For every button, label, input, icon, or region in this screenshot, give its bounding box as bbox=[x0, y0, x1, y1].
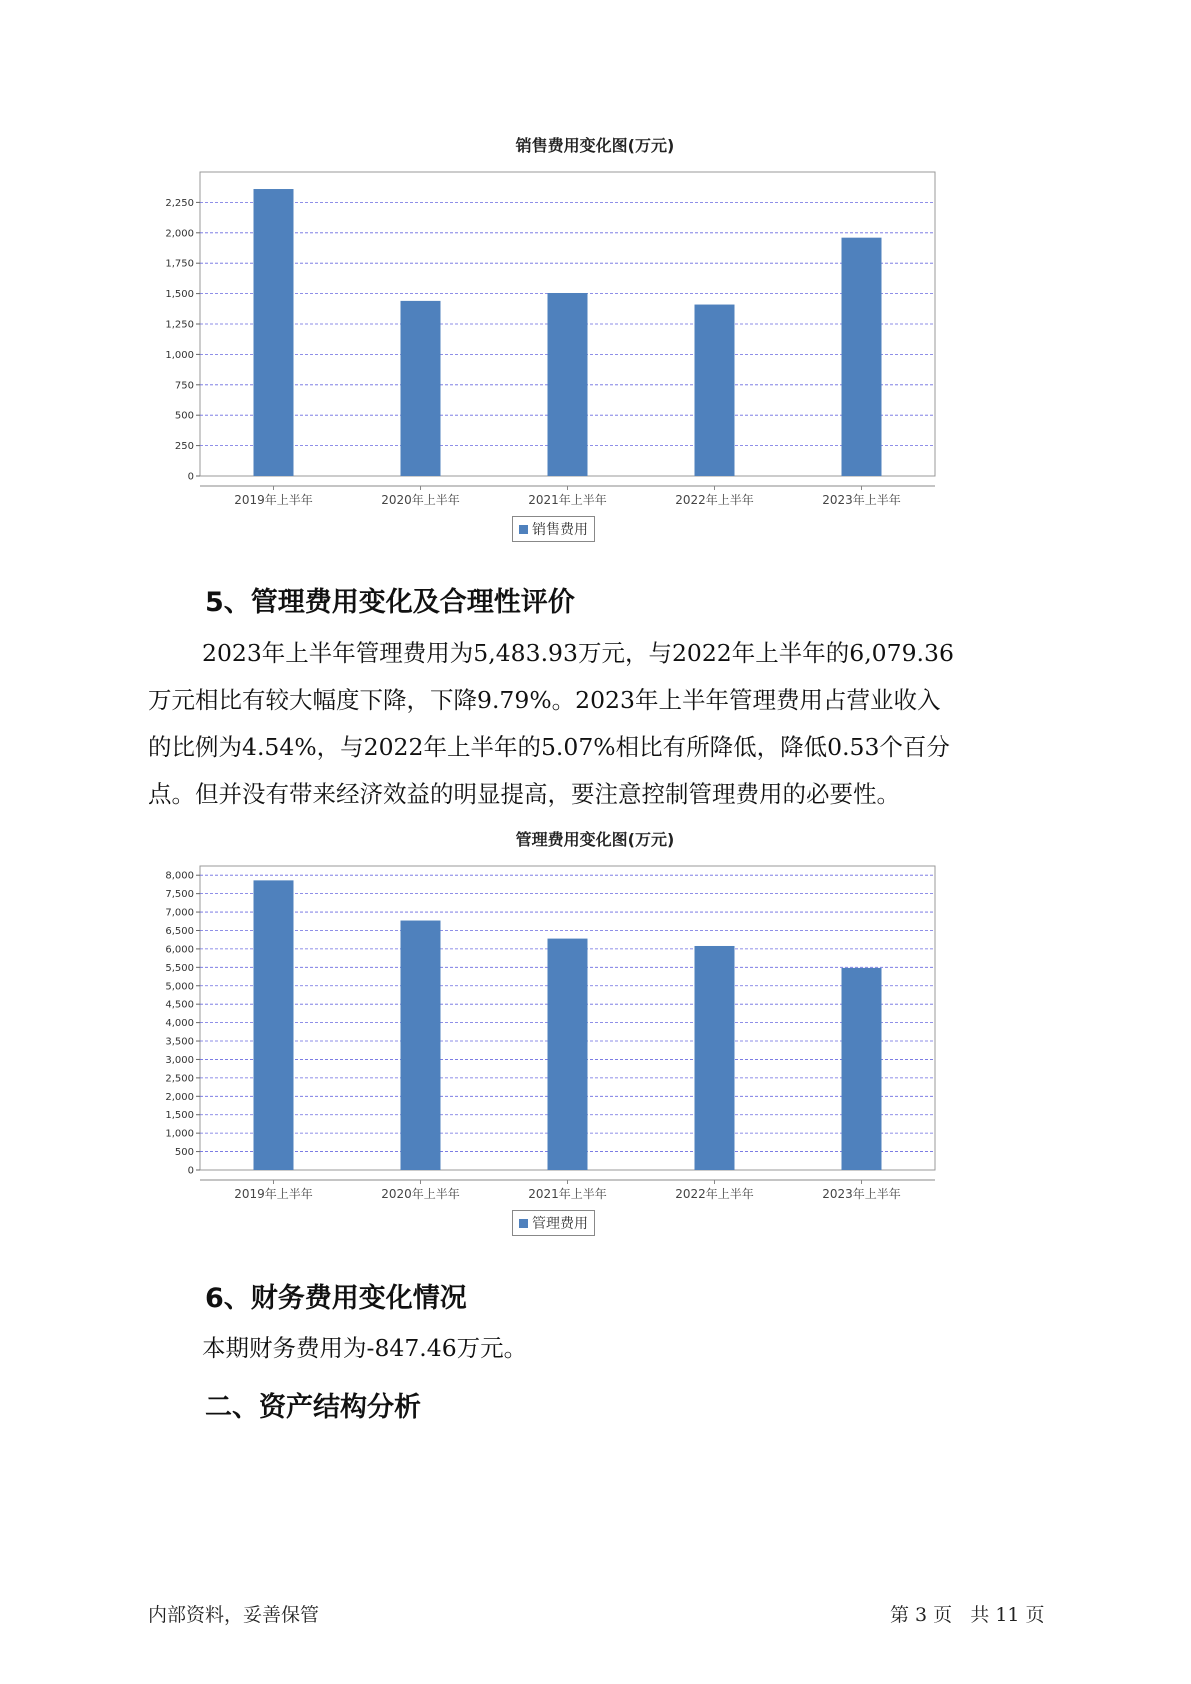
x-tick-label: 2023年上半年 bbox=[822, 1187, 901, 1201]
paragraph-line: 万元相比有较大幅度下降，下降9.79%。2023年上半年管理费用占营业收入 bbox=[148, 686, 941, 714]
y-tick-label: 4,000 bbox=[165, 1018, 194, 1030]
bar bbox=[254, 189, 294, 476]
y-tick-label: 1,500 bbox=[165, 289, 194, 301]
paragraph-line: 点。但并没有带来经济效益的明显提高，要注意控制管理费用的必要性。 bbox=[148, 780, 900, 808]
y-tick-label: 2,250 bbox=[165, 197, 194, 209]
chart-legend bbox=[512, 516, 595, 542]
y-tick-label: 2,000 bbox=[165, 228, 194, 240]
y-tick-label: 5,000 bbox=[165, 981, 194, 993]
bar bbox=[548, 939, 588, 1170]
y-tick-label: 2,500 bbox=[165, 1073, 194, 1085]
bar bbox=[695, 946, 735, 1170]
x-tick-label: 2020年上半年 bbox=[381, 1187, 460, 1201]
footer-confidential-note: 内部资料，妥善保管 bbox=[148, 1604, 320, 1626]
y-tick-label: 1,500 bbox=[165, 1110, 194, 1122]
bar bbox=[842, 968, 882, 1170]
y-tick-label: 0 bbox=[187, 471, 194, 483]
paragraph-line: 2023年上半年管理费用为5,483.93万元，与2022年上半年的6,079.36 bbox=[202, 639, 954, 667]
y-tick-label: 750 bbox=[174, 380, 194, 392]
legend-swatch bbox=[519, 525, 528, 534]
chart-plot bbox=[150, 168, 1040, 538]
x-tick-label: 2022年上半年 bbox=[675, 1187, 754, 1201]
y-tick-label: 6,000 bbox=[165, 944, 194, 956]
x-tick-label: 2021年上半年 bbox=[528, 1187, 607, 1201]
y-tick-label: 5,500 bbox=[165, 962, 194, 974]
bar bbox=[254, 880, 294, 1170]
bar bbox=[401, 921, 441, 1170]
y-tick-label: 3,000 bbox=[165, 1054, 194, 1066]
bar bbox=[695, 305, 735, 476]
y-tick-label: 7,500 bbox=[165, 889, 194, 901]
y-tick-label: 7,000 bbox=[165, 907, 194, 919]
y-tick-label: 1,000 bbox=[165, 1128, 194, 1140]
x-tick-label: 2022年上半年 bbox=[675, 493, 754, 507]
y-tick-label: 3,500 bbox=[165, 1036, 194, 1048]
y-tick-label: 1,250 bbox=[165, 319, 194, 331]
bar bbox=[401, 301, 441, 476]
legend-label: 销售费用 bbox=[532, 522, 588, 538]
paragraph-line: 本期财务费用为-847.46万元。 bbox=[202, 1334, 528, 1362]
section-6-paragraph bbox=[202, 1325, 1102, 1372]
y-tick-label: 2,000 bbox=[165, 1091, 194, 1103]
y-tick-label: 6,500 bbox=[165, 925, 194, 937]
y-tick-label: 500 bbox=[174, 1147, 194, 1159]
section-two-heading: 二、资产结构分析 bbox=[205, 1392, 421, 1423]
chart-title: 销售费用变化图(万元) bbox=[515, 136, 675, 155]
paragraph-line: 的比例为4.54%，与2022年上半年的5.07%相比有所降低，降低0.53个百分 bbox=[148, 733, 950, 761]
sales-expense-chart bbox=[150, 128, 1040, 548]
y-tick-label: 4,500 bbox=[165, 999, 194, 1011]
chart-legend bbox=[512, 1210, 595, 1236]
y-tick-label: 1,000 bbox=[165, 349, 194, 361]
bar bbox=[548, 293, 588, 476]
footer-page-number: 第 3 页 共 11 页 bbox=[890, 1604, 1045, 1626]
bar bbox=[842, 238, 882, 476]
x-tick-label: 2020年上半年 bbox=[381, 493, 460, 507]
x-tick-label: 2021年上半年 bbox=[528, 493, 607, 507]
x-tick-label: 2023年上半年 bbox=[822, 493, 901, 507]
y-tick-label: 1,750 bbox=[165, 258, 194, 270]
x-tick-label: 2019年上半年 bbox=[234, 1187, 313, 1201]
y-tick-label: 500 bbox=[174, 410, 194, 422]
chart-title: 管理费用变化图(万元) bbox=[515, 830, 675, 849]
legend-swatch bbox=[519, 1219, 528, 1228]
y-tick-label: 8,000 bbox=[165, 870, 194, 882]
section-6-heading: 6、财务费用变化情况 bbox=[205, 1283, 467, 1314]
chart-plot bbox=[150, 862, 1040, 1232]
y-tick-label: 250 bbox=[174, 441, 194, 453]
y-tick-label: 0 bbox=[187, 1165, 194, 1177]
admin-expense-chart bbox=[150, 822, 1040, 1252]
section-5-paragraph bbox=[148, 630, 1048, 818]
legend-label: 管理费用 bbox=[532, 1216, 588, 1232]
section-5-heading: 5、管理费用变化及合理性评价 bbox=[205, 587, 575, 618]
x-tick-label: 2019年上半年 bbox=[234, 493, 313, 507]
